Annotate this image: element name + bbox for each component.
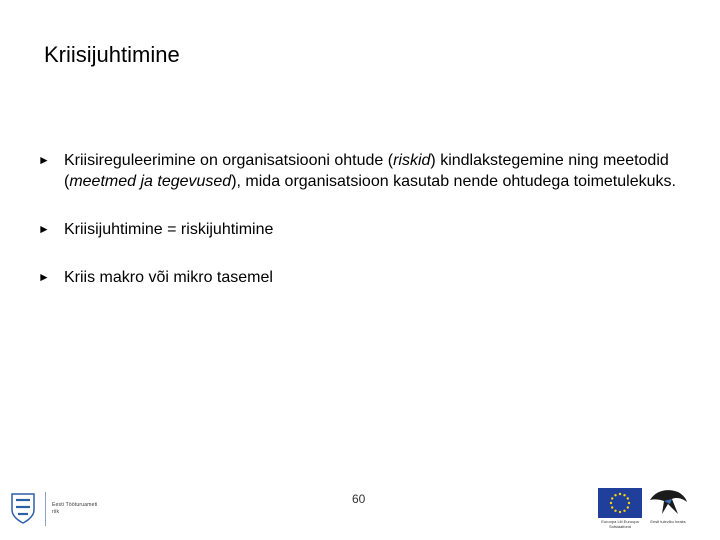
logo-divider — [45, 492, 46, 526]
bullet-list — [38, 150, 678, 288]
eu-flag-icon — [598, 488, 642, 518]
bullet-text-segment: ) kindlakstegemine ning meetodid ( — [64, 152, 669, 190]
eu-caption: Euroopa Liit Euroopa Sotsiaalfond — [601, 519, 639, 529]
logo-text-line: Eesti Tööturuameti — [52, 502, 98, 508]
bullet-text-italic: riskid — [393, 152, 431, 169]
partner-logos — [596, 486, 694, 530]
triangle-bullet-icon: ► — [38, 222, 50, 236]
page-number: 60 — [352, 492, 366, 506]
triangle-bullet-icon: ► — [38, 270, 50, 284]
bullet-text-italic: meetmed ja tegevused — [69, 173, 232, 190]
bullet-item — [38, 219, 678, 240]
estonian-coat-of-arms-icon — [10, 492, 36, 524]
bullet-text-segment: ), mida organisatsioon kasutab nende ohtudega toimetulekuks. — [231, 173, 676, 190]
logo-text — [52, 502, 97, 516]
triangle-bullet-icon: ► — [38, 153, 50, 167]
swallow-icon — [648, 486, 688, 518]
bullet-item — [38, 267, 678, 288]
organization-logo — [10, 490, 120, 530]
bullet-text — [64, 152, 676, 190]
swallow-caption: Eesti tuleviku heaks — [650, 519, 686, 524]
bullet-item — [38, 150, 678, 192]
bullet-text: Kriisijuhtimine = riskijuhtimine — [64, 221, 274, 238]
bullet-text: Kriis makro või mikro tasemel — [64, 269, 273, 286]
slide-title: Kriisijuhtimine — [44, 42, 180, 67]
bullet-text-segment: Kriisireguleerimine on organisatsiooni ohtude ( — [64, 152, 394, 169]
logo-text-line: riik — [52, 509, 60, 515]
